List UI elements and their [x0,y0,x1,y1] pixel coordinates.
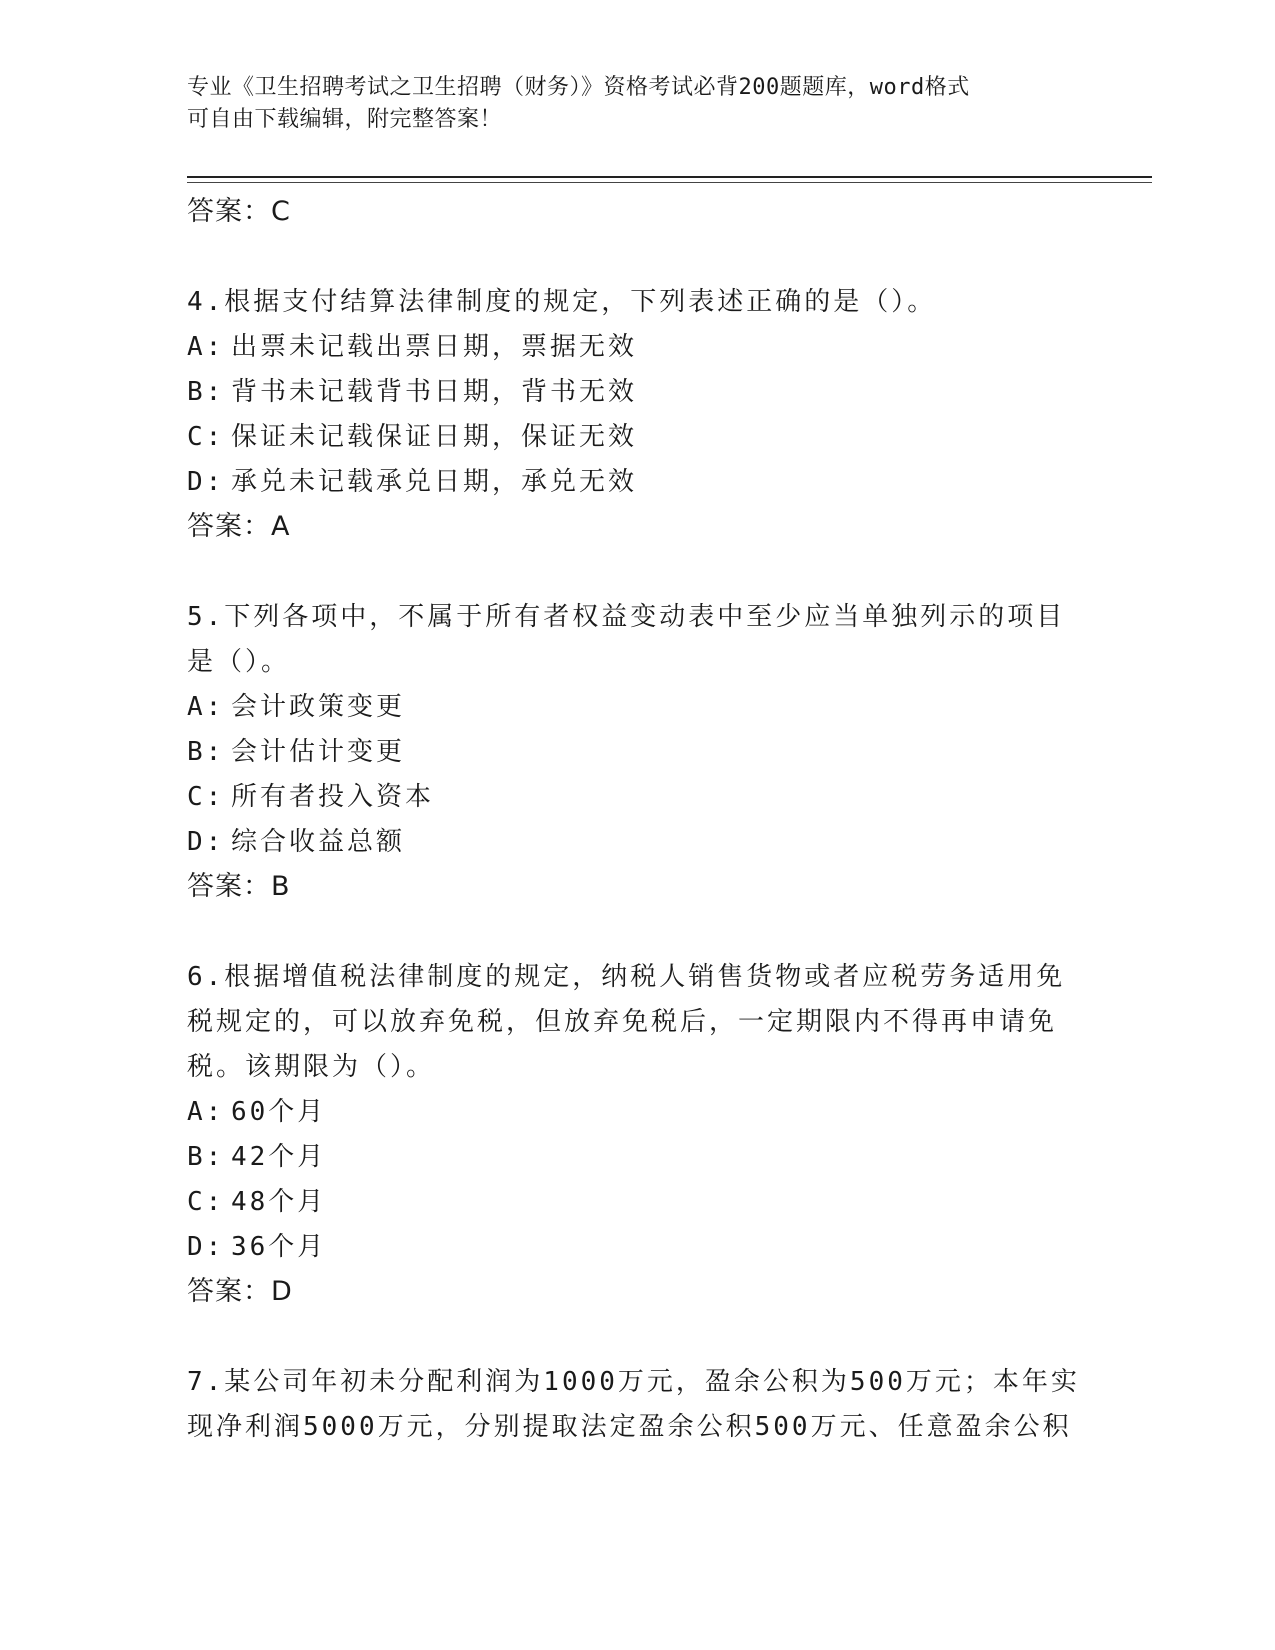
option-a [187,325,1087,370]
option-a [187,685,1087,730]
question-stem: 7.某公司年初未分配利润为1000万元，盈余公积为500万元；本年实 [187,1367,1080,1397]
option-b [187,370,1087,415]
header-line-2: 可自由下载编辑，附完整答案！ [187,107,503,132]
option-d [187,1225,1087,1270]
option-text: 出票未记载出票日期，票据无效 [231,332,638,362]
document-header [187,72,1067,136]
header-rule-thick [187,176,1152,178]
option-text: 60个月 [231,1097,327,1127]
answer-line: 答案：A [187,511,291,542]
option-text: 会计估计变更 [231,737,406,767]
question-stem: 现净利润5000万元，分别提取法定盈余公积500万元、任意盈余公积 [187,1412,1072,1442]
question-item [187,1360,1087,1450]
option-text: 所有者投入资本 [231,782,435,812]
option-c [187,1180,1087,1225]
option-text: 承兑未记载承兑日期，承兑无效 [231,467,638,497]
option-letter: C: [187,1187,225,1217]
option-letter: B: [187,377,225,407]
option-letter: B: [187,1142,225,1172]
option-d [187,820,1087,865]
option-text: 综合收益总额 [231,827,406,857]
option-text: 36个月 [231,1232,327,1262]
question-stem: 5.下列各项中，不属于所有者权益变动表中至少应当单独列示的项目 [187,602,1066,632]
header-line-1: 专业《卫生招聘考试之卫生招聘（财务）》资格考试必背200题题库，word格式 [187,75,970,100]
option-letter: D: [187,467,225,497]
answer-line: 答案：D [187,1276,293,1307]
option-b [187,1135,1087,1180]
question-stem: 6.根据增值税法律制度的规定，纳税人销售货物或者应税劳务适用免 [187,962,1066,992]
question-item [187,280,1087,551]
option-b [187,730,1087,775]
header-rule-thin [187,182,1152,183]
question-stem: 4.根据支付结算法律制度的规定，下列表述正确的是（）。 [187,287,937,317]
option-d [187,460,1087,505]
option-c [187,775,1087,820]
question-list [187,190,1087,1450]
option-letter: C: [187,782,225,812]
option-letter: A: [187,332,225,362]
option-letter: A: [187,692,225,722]
question-stem: 是（）。 [187,647,291,677]
question-item [187,595,1087,911]
option-letter: A: [187,1097,225,1127]
question-item [187,955,1087,1316]
option-text: 42个月 [231,1142,327,1172]
option-c [187,415,1087,460]
answer-line: 答案：C [187,196,291,227]
option-letter: C: [187,422,225,452]
option-text: 背书未记载背书日期，背书无效 [231,377,638,407]
option-a [187,1090,1087,1135]
question-stem: 税。该期限为（）。 [187,1052,436,1082]
option-letter: D: [187,827,225,857]
option-letter: B: [187,737,225,767]
option-letter: D: [187,1232,225,1262]
option-text: 会计政策变更 [231,692,406,722]
option-text: 保证未记载保证日期，保证无效 [231,422,638,452]
question-stem: 税规定的，可以放弃免税，但放弃免税后，一定期限内不得再申请免 [187,1007,1058,1037]
option-text: 48个月 [231,1187,327,1217]
answer-line: 答案：B [187,871,291,902]
